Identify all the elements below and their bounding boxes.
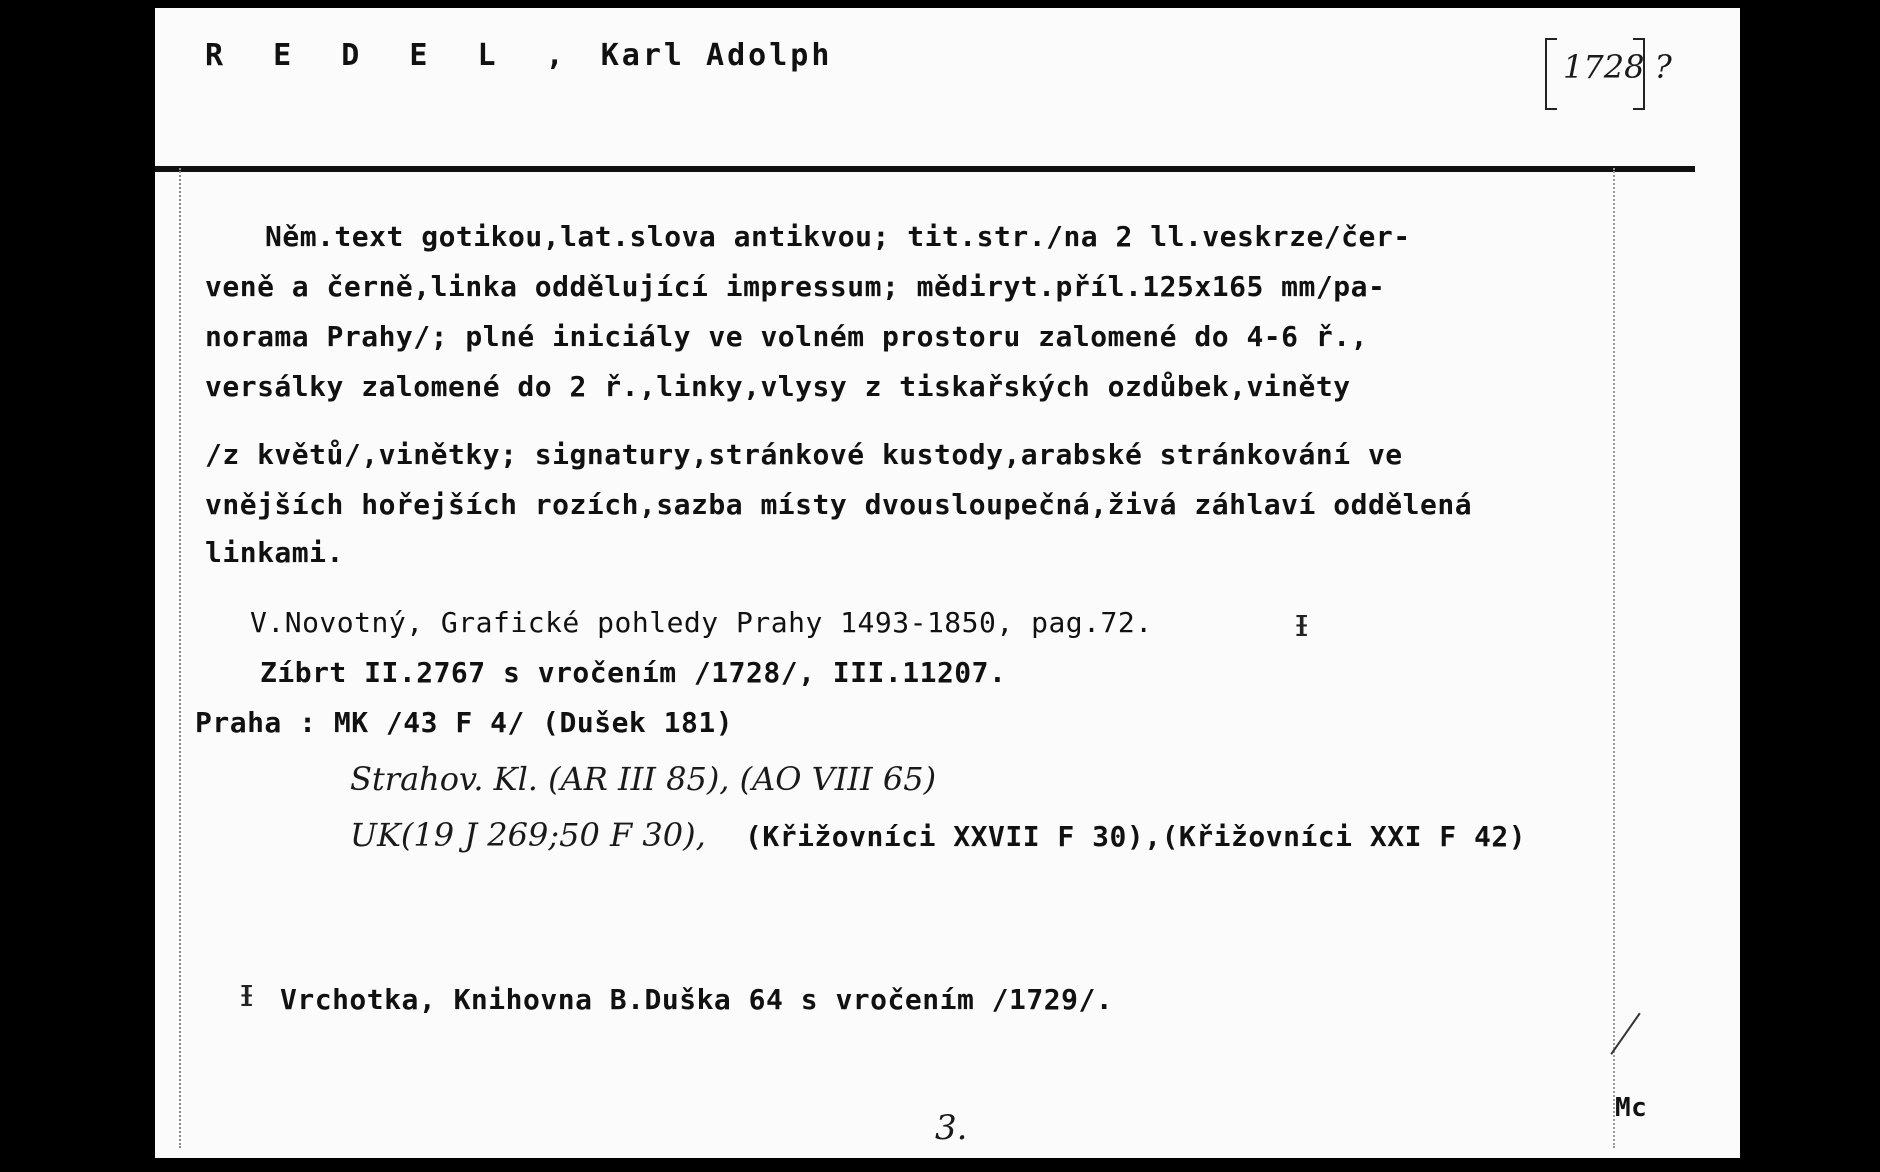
description-line-4: versálky zalomené do 2 ř.,linky,vlysy z tiskařských ozdůbek,viněty [205,370,1351,403]
description-line-7: linkami. [205,536,344,569]
reference-vrchotka: Vrchotka, Knihovna B.Duška 64 s vročením /1729/. [280,983,1114,1016]
handwritten-note-strahov: Strahov. Kl. (AR III 85), (AO VIII 65) [350,760,937,798]
bracket-left-icon [1545,38,1557,110]
check-mark-2-icon: ᵻ [240,970,253,1016]
cataloger-initials: Mc [1615,1093,1648,1123]
description-line-5: /z květů/,vinětky; signatury,stránkové kustody,arabské stránkování ve [205,438,1403,471]
description-line-2: veně a černě,linka oddělující impressum; mědiryt.příl.125x165 mm/pa- [205,270,1386,303]
card-heading [205,38,832,73]
reference-zibrt: Zíbrt II.2767 s vročením /1728/, III.11207. [260,656,1007,689]
header-divider [155,166,1695,172]
right-margin-dots [1613,168,1615,1148]
card-page-number: 3. [935,1108,968,1148]
reference-novotny: V.Novotný, Grafické pohledy Prahy 1493-1850, pag.72. [250,606,1153,639]
location-praha: Praha : MK /43 F 4/ (Dušek 181) [195,706,734,739]
year-bracket-mark [1545,38,1672,108]
author-surname: R E D E L , [205,38,580,73]
description-line-1: Něm.text gotikou,lat.slova antikvou; tit.str./na 2 ll.veskrze/čer- [265,220,1411,253]
description-line-6: vnějších hořejších rozích,sazba místy dvousloupečná,živá záhlaví oddělená [205,488,1473,521]
left-margin-dots [179,168,181,1148]
bracket-right-icon [1633,38,1645,110]
initials-scrawl-icon [1610,1013,1681,1084]
year-value: 1728 ? [1563,48,1672,86]
handwritten-note-uk: UK(19 J 269;50 F 30), [350,816,706,854]
description-line-3: norama Prahy/; plné iniciály ve volném prostoru zalomené do 4-6 ř., [205,320,1368,353]
author-given-name: Karl Adolph [600,38,833,73]
location-krizovnici: (Křižovníci XXVII F 30),(Křižovníci XXI F 42) [745,820,1527,853]
catalog-card [155,8,1740,1158]
check-mark-icon: ᵻ [1295,600,1308,646]
